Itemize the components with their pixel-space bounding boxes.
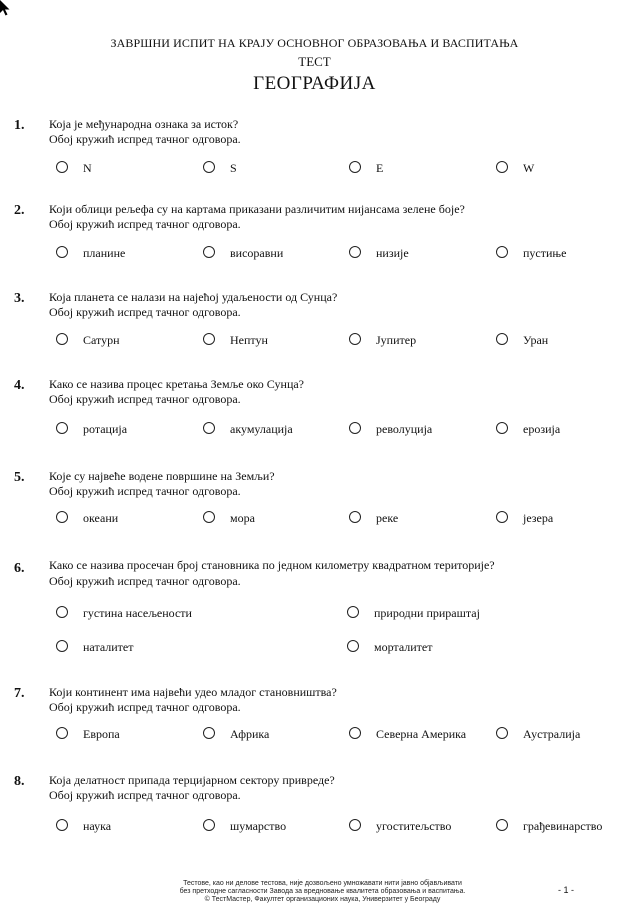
radio-circle-icon[interactable] [496, 422, 508, 434]
answer-label: угоститељство [376, 819, 452, 833]
question-instruction: Обој кружић испред тачног одговора. [49, 392, 241, 406]
question-text: Како се назива просечан број становника по једном километру квадратном територије? [49, 558, 495, 572]
answer-label: ротација [83, 422, 128, 436]
footer-line: без претходне сагласности Завода за вредновање квалитета образовања и васпитања. [179, 888, 466, 895]
answer-label: Нептун [230, 333, 268, 347]
radio-circle-icon[interactable] [496, 161, 508, 173]
question-number: 2. [14, 203, 25, 218]
question-number: 3. [14, 291, 25, 306]
radio-circle-icon[interactable] [203, 511, 215, 523]
answer-label: пустиње [523, 246, 567, 260]
radio-circle-icon[interactable] [347, 606, 359, 618]
radio-circle-icon[interactable] [203, 727, 215, 739]
radio-circle-icon[interactable] [203, 246, 215, 258]
radio-circle-icon[interactable] [349, 819, 361, 831]
radio-circle-icon[interactable] [203, 819, 215, 831]
question-instruction: Обој кружић испред тачног одговора. [49, 217, 241, 231]
radio-circle-icon[interactable] [56, 422, 68, 434]
answer-label: језера [523, 511, 554, 525]
answer-label: W [523, 161, 535, 175]
answer-label: Јупитер [376, 333, 417, 347]
copyright-footer [150, 880, 495, 904]
radio-circle-icon[interactable] [56, 640, 68, 652]
answer-label: океани [83, 511, 119, 525]
radio-circle-icon[interactable] [496, 246, 508, 258]
radio-circle-icon[interactable] [349, 422, 361, 434]
question-text: Које су највеће водене површине на Земљи? [49, 469, 275, 483]
question-number: 7. [14, 686, 25, 701]
answer-label: Северна Америка [376, 727, 467, 741]
radio-circle-icon[interactable] [347, 640, 359, 652]
page-number: - 1 - [558, 885, 575, 895]
question-instruction: Обој кружић испред тачног одговора. [49, 305, 241, 319]
radio-circle-icon[interactable] [496, 819, 508, 831]
radio-circle-icon[interactable] [56, 246, 68, 258]
page-title: ГЕОГРАФИЈА [253, 73, 376, 94]
answer-label: реке [376, 511, 399, 525]
exam-header: ЗАВРШНИ ИСПИТ НА КРАЈУ ОСНОВНОГ ОБРАЗОВАЊА И ВАСПИТАЊА [110, 36, 519, 50]
answer-label: висоравни [230, 246, 284, 260]
answer-label: Сатурн [83, 333, 120, 347]
answer-label: низије [376, 246, 409, 260]
radio-circle-icon[interactable] [349, 727, 361, 739]
answer-label: шумарство [230, 819, 287, 833]
question-instruction: Обој кружић испред тачног одговора. [49, 574, 241, 588]
question-text: Која је међународна ознака за исток? [49, 117, 239, 131]
radio-circle-icon[interactable] [349, 511, 361, 523]
answer-label: мора [230, 511, 255, 525]
question-instruction: Обој кружић испред тачног одговора. [49, 132, 241, 146]
radio-circle-icon[interactable] [56, 727, 68, 739]
radio-circle-icon[interactable] [349, 246, 361, 258]
answer-label: густина насељености [83, 606, 192, 620]
radio-circle-icon[interactable] [56, 161, 68, 173]
radio-circle-icon[interactable] [56, 511, 68, 523]
answer-label: Африка [230, 727, 270, 741]
question-number: 8. [14, 774, 25, 789]
question-instruction: Обој кружић испред тачног одговора. [49, 700, 241, 714]
question-text: Која планета се налази на најећој удаљености од Сунца? [49, 290, 338, 304]
answer-label: Европа [83, 727, 120, 741]
footer-line: Тестове, као ни делове тестова, није дозвољено умножавати нити јавно објављивати [183, 880, 462, 887]
question-text: Која делатност припада терцијарном сектору привреде? [49, 773, 335, 787]
question-number: 1. [14, 118, 25, 133]
question-text: Који континент има највећи удео младог становништва? [49, 685, 337, 699]
radio-circle-icon[interactable] [56, 333, 68, 345]
answer-label: акумулација [230, 422, 293, 436]
answer-label: морталитет [374, 640, 433, 654]
radio-circle-icon[interactable] [349, 333, 361, 345]
question-text: Који облици рељефа су на картама приказани различитим нијансама зелене боје? [49, 202, 465, 216]
question-number: 6. [14, 561, 25, 576]
question-number: 5. [14, 470, 25, 485]
radio-circle-icon[interactable] [203, 422, 215, 434]
mouse-cursor-icon [0, 0, 12, 16]
question-instruction: Обој кружић испред тачног одговора. [49, 788, 241, 802]
footer-line: © ТестМастер, Факултет организационих наука, Универзитет у Београду [204, 896, 441, 903]
answer-label: наталитет [83, 640, 134, 654]
answer-label: Уран [523, 333, 549, 347]
answer-label: наука [83, 819, 112, 833]
radio-circle-icon[interactable] [56, 819, 68, 831]
radio-circle-icon[interactable] [203, 333, 215, 345]
answer-label: ерозија [523, 422, 561, 436]
answer-label: Аустралија [523, 727, 581, 741]
radio-circle-icon[interactable] [496, 333, 508, 345]
question-text: Како се назива процес кретања Земље око Сунца? [49, 377, 305, 391]
answer-label: планине [83, 246, 126, 260]
answer-label: N [83, 161, 92, 175]
radio-circle-icon[interactable] [203, 161, 215, 173]
answer-label: природни прираштај [374, 606, 480, 620]
radio-circle-icon[interactable] [56, 606, 68, 618]
answer-label: S [230, 161, 237, 175]
test-label: ТЕСТ [298, 54, 331, 69]
radio-circle-icon[interactable] [349, 161, 361, 173]
question-number: 4. [14, 378, 25, 393]
radio-circle-icon[interactable] [496, 727, 508, 739]
question-instruction: Обој кружић испред тачног одговора. [49, 484, 241, 498]
answer-label: грађевинарство [523, 819, 603, 833]
answer-label: револуција [376, 422, 433, 436]
answer-label: E [376, 161, 384, 175]
radio-circle-icon[interactable] [496, 511, 508, 523]
